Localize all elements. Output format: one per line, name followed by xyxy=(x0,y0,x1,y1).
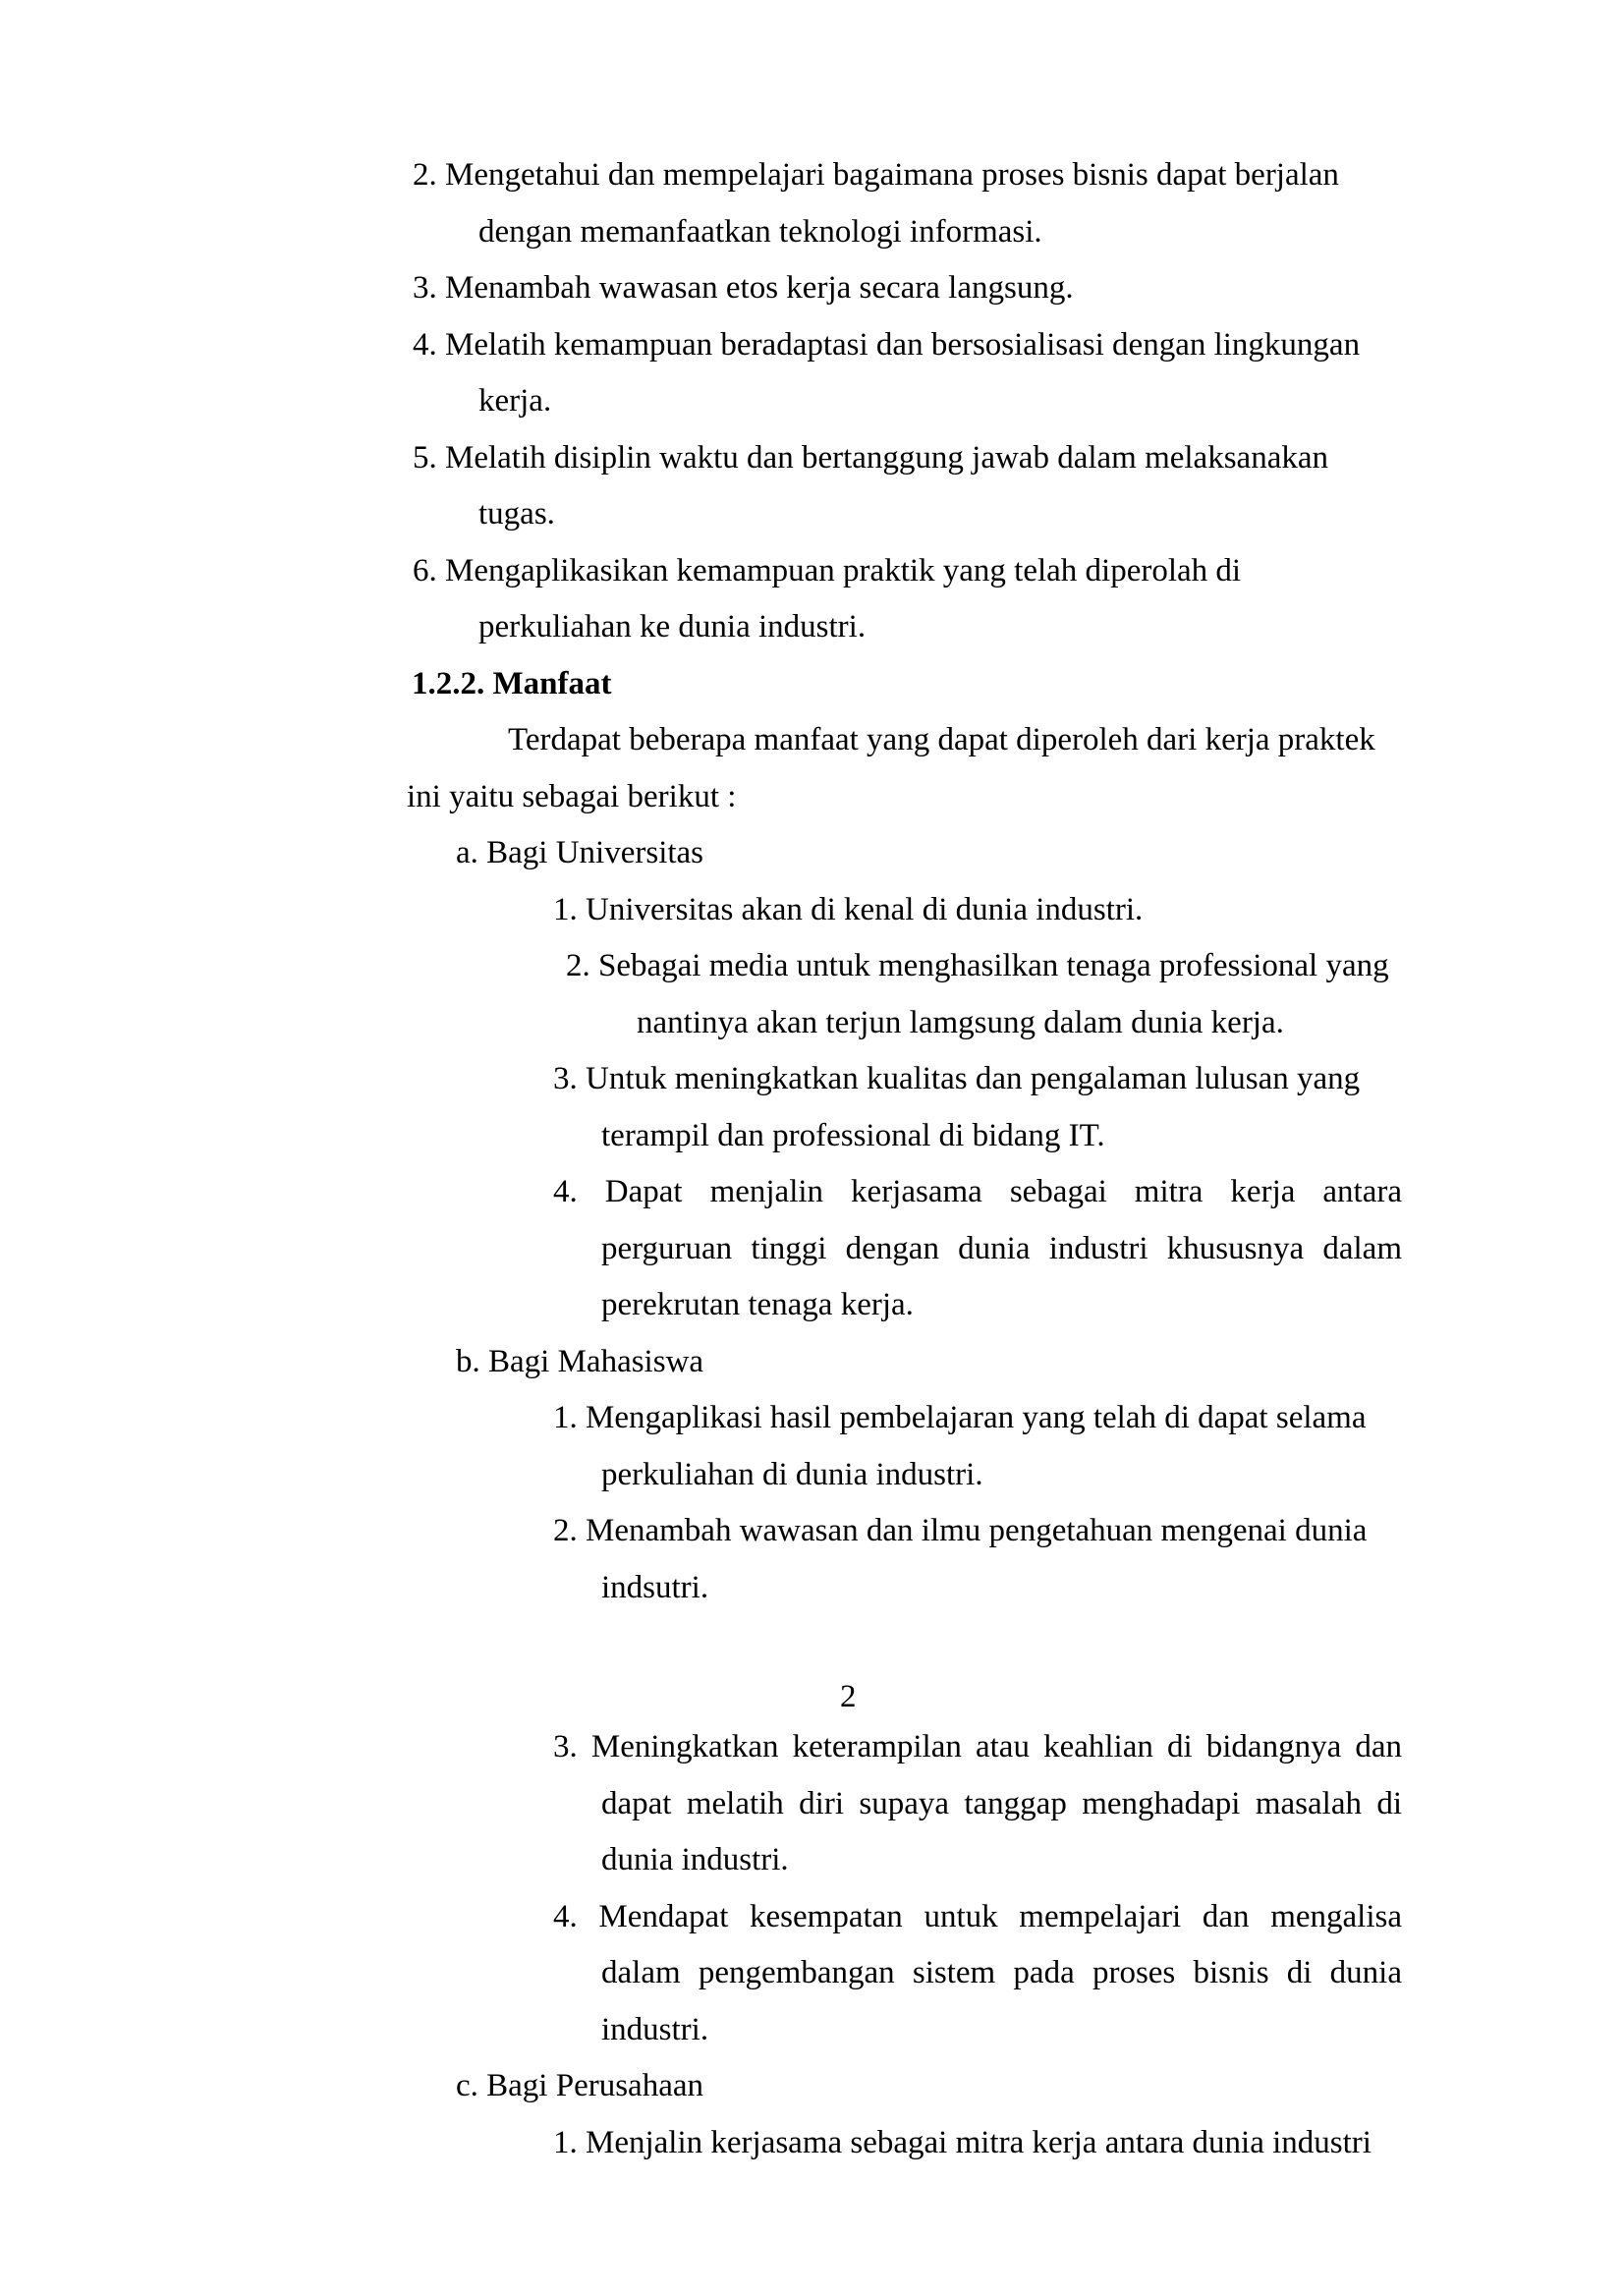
page-break-gap xyxy=(0,1616,1624,1675)
item-6-line-2: perkuliahan ke dunia industri. xyxy=(478,609,867,644)
item-3: 3. Menambah wawasan etos kerja secara langsung. xyxy=(413,270,1074,306)
page-number: 2 xyxy=(840,1679,857,1714)
section-heading-manfaat: 1.2.2. Manfaat xyxy=(412,665,612,701)
univ-item-3-line-2: terampil dan professional di bidang IT. xyxy=(601,1117,1105,1153)
mhs-item-3-line-3: dunia industri. xyxy=(601,1842,789,1877)
item-6-line-1: 6. Mengaplikasikan kemampuan praktik yang telah diperolah di xyxy=(413,552,1242,588)
item-b-bagi-mahasiswa: b. Bagi Mahasiswa xyxy=(456,1343,704,1379)
mhs-item-1-line-1: 1. Mengaplikasi hasil pembelajaran yang telah di dapat selama xyxy=(553,1400,1367,1435)
item-2-line-1: 2. Mengetahui dan mempelajari bagaimana proses bisnis dapat berjalan xyxy=(413,157,1339,193)
item-c-bagi-perusahaan: c. Bagi Perusahaan xyxy=(456,2068,703,2103)
mhs-item-2-line-1: 2. Menambah wawasan dan ilmu pengetahuan mengenai dunia xyxy=(553,1513,1368,1548)
perusahaan-item-1: 1. Menjalin kerjasama sebagai mitra kerja antara dunia industri xyxy=(553,2124,1372,2160)
univ-item-2-line-1: 2. Sebagai media untuk menghasilkan tenaga professional yang xyxy=(566,948,1389,983)
paragraph-line-2: ini yaitu sebagai berikut : xyxy=(407,778,737,814)
paragraph-line-1: Terdapat beberapa manfaat yang dapat diperoleh dari kerja praktek xyxy=(508,722,1375,757)
univ-item-3-line-1: 3. Untuk meningkatkan kualitas dan pengalaman lulusan yang xyxy=(553,1061,1361,1096)
item-4-line-2: kerja. xyxy=(478,383,552,419)
univ-item-4-line-3: perekrutan tenaga kerja. xyxy=(601,1287,914,1322)
item-4-line-1: 4. Melatih kemampuan beradaptasi dan bersosialisasi dengan lingkungan xyxy=(413,326,1361,363)
mhs-item-4-line-1: 4. Mendapat kesempatan untuk mempelajari dan mengalisa xyxy=(553,1898,1402,1934)
mhs-item-3-line-2: dapat melatih diri supaya tanggap menghadapi masalah di xyxy=(601,1785,1402,1821)
mhs-item-4-line-3: industri. xyxy=(601,2011,709,2047)
mhs-item-2-line-2: indsutri. xyxy=(601,1569,709,1605)
item-a-bagi-universitas: a. Bagi Universitas xyxy=(456,835,704,870)
univ-item-4-line-2: perguruan tinggi dengan dunia industri khususnya dalam xyxy=(601,1230,1402,1266)
univ-item-1: 1. Universitas akan di kenal di dunia industri. xyxy=(553,891,1144,927)
mhs-item-3-line-1: 3. Meningkatkan keterampilan atau keahlian di bidangnya dan xyxy=(553,1729,1402,1764)
mhs-item-4-line-2: dalam pengembangan sistem pada proses bisnis di dunia xyxy=(601,1955,1402,1990)
item-5-line-2: tugas. xyxy=(478,496,555,532)
univ-item-4-line-1: 4. Dapat menjalin kerjasama sebagai mitra kerja antara xyxy=(553,1174,1402,1209)
item-2-line-2: dengan memanfaatkan teknologi informasi. xyxy=(478,213,1042,250)
mhs-item-1-line-2: perkuliahan di dunia industri. xyxy=(601,1456,983,1492)
item-5-line-1: 5. Melatih disiplin waktu dan bertanggung jawab dalam melaksanakan xyxy=(413,439,1328,476)
univ-item-2-line-2: nantinya akan terjun lamgsung dalam dunia kerja. xyxy=(637,1004,1284,1040)
